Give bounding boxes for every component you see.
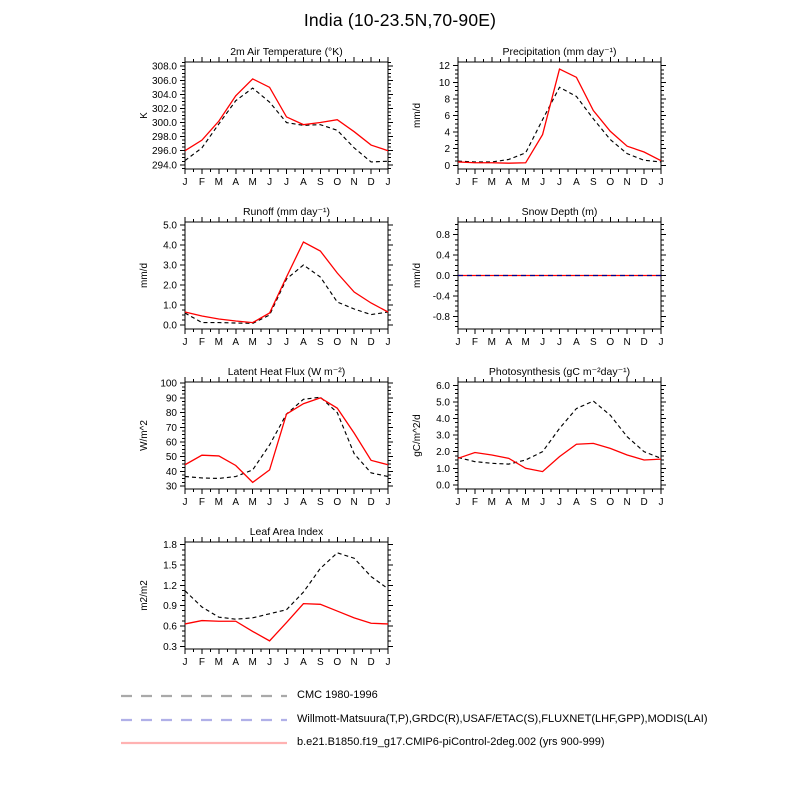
panel-chart-svg	[125, 44, 417, 202]
panel-title: Photosynthesis (gC m⁻²day⁻¹)	[488, 366, 631, 378]
svg-text:S: S	[316, 657, 324, 668]
axis-text	[412, 366, 630, 457]
svg-text:70: 70	[165, 422, 177, 434]
svg-text:J: J	[284, 497, 289, 508]
svg-text:0.3: 0.3	[163, 641, 177, 653]
legend-line-swatch	[120, 693, 288, 699]
svg-text:1.2: 1.2	[163, 580, 177, 592]
svg-text:J: J	[385, 657, 391, 668]
data-series	[458, 401, 661, 472]
svg-text:O: O	[333, 657, 342, 668]
svg-text:0.8: 0.8	[436, 230, 450, 242]
series-line-observed	[458, 87, 661, 162]
axes-and-ticks	[160, 377, 393, 508]
svg-text:D: D	[367, 337, 375, 348]
panel-runoff	[125, 204, 417, 362]
page-title: India (10-23.5N,70-90E)	[303, 10, 497, 30]
panel-title: Precipitation (mm day⁻¹)	[502, 46, 617, 58]
svg-text:4.0: 4.0	[436, 414, 450, 425]
svg-text:308.0: 308.0	[151, 61, 177, 73]
legend-line-swatch	[120, 717, 288, 723]
svg-text:50: 50	[165, 452, 177, 464]
svg-text:M: M	[214, 337, 224, 348]
svg-text:J: J	[182, 497, 188, 508]
svg-text:F: F	[198, 177, 205, 188]
svg-text:1.5: 1.5	[163, 560, 177, 572]
panel-photosynthesis	[398, 364, 690, 522]
svg-text:F: F	[198, 337, 205, 348]
panel-chart-svg	[125, 524, 417, 682]
svg-text:M: M	[248, 177, 257, 188]
svg-text:A: A	[232, 337, 240, 348]
svg-text:A: A	[300, 337, 307, 348]
svg-text:A: A	[505, 337, 513, 348]
svg-text:306.0: 306.0	[151, 75, 177, 87]
svg-text:A: A	[300, 497, 307, 508]
svg-text:J: J	[385, 337, 391, 348]
svg-text:J: J	[284, 177, 289, 188]
svg-text:298.0: 298.0	[151, 132, 177, 144]
svg-text:A: A	[573, 497, 580, 508]
svg-text:M: M	[248, 337, 257, 348]
svg-text:A: A	[232, 497, 240, 508]
svg-text:A: A	[300, 177, 307, 188]
svg-text:2: 2	[444, 144, 450, 156]
panel-snow-depth	[398, 204, 690, 362]
svg-text:5.0: 5.0	[163, 220, 177, 232]
svg-text:J: J	[267, 337, 273, 348]
svg-text:J: J	[385, 497, 391, 508]
svg-text:M: M	[248, 657, 257, 668]
legend-line-dashed-gray-icon	[120, 686, 288, 704]
panel-title: 2m Air Temperature (°K)	[230, 46, 343, 58]
svg-text:300.0: 300.0	[151, 118, 177, 130]
svg-text:294.0: 294.0	[151, 160, 177, 172]
svg-text:M: M	[214, 657, 224, 668]
svg-text:M: M	[487, 337, 497, 348]
panel-chart-svg	[398, 364, 690, 522]
svg-text:J: J	[267, 657, 273, 668]
series-line-model	[185, 398, 388, 483]
legend-line-dashed-blue-icon	[120, 710, 288, 728]
series-line-model	[458, 443, 661, 471]
svg-text:6: 6	[444, 111, 450, 122]
legend-label: CMC 1980-1996	[297, 689, 378, 701]
panel-chart-svg	[398, 204, 690, 362]
axes-and-ticks	[152, 57, 393, 188]
svg-text:A: A	[232, 177, 240, 188]
svg-text:S: S	[589, 177, 597, 188]
svg-text:S: S	[589, 497, 597, 508]
svg-text:O: O	[606, 337, 615, 348]
svg-text:J: J	[455, 497, 461, 508]
svg-text:M: M	[248, 497, 257, 508]
axes-and-ticks	[433, 217, 666, 348]
svg-text:M: M	[521, 337, 530, 348]
panel-leaf-area-index	[125, 524, 417, 682]
legend-label: Willmott-Matsuura(T,P),GRDC(R),USAF/ETAC(S),FLUXNET(LHF,GPP),MODIS(LAI)	[297, 713, 708, 725]
svg-text:40: 40	[165, 466, 177, 478]
svg-text:J: J	[540, 497, 546, 508]
svg-text:4.0: 4.0	[163, 240, 177, 252]
svg-text:N: N	[350, 177, 358, 188]
svg-text:302.0: 302.0	[151, 103, 177, 115]
svg-text:S: S	[316, 497, 324, 508]
panel-title: Latent Heat Flux (W m⁻²)	[227, 366, 346, 378]
svg-text:A: A	[505, 497, 513, 508]
svg-text:S: S	[589, 337, 597, 348]
data-series	[185, 397, 388, 482]
panel-latent-heat-flux	[125, 364, 417, 522]
series-line-model	[458, 69, 661, 163]
svg-text:N: N	[623, 337, 631, 348]
svg-text:J: J	[540, 337, 546, 348]
legend-label: b.e21.B1850.f19_g17.CMIP6-piControl-2deg.002 (yrs 900-999)	[297, 736, 605, 748]
svg-text:A: A	[232, 657, 240, 668]
svg-text:N: N	[350, 497, 358, 508]
svg-text:100: 100	[160, 378, 177, 390]
svg-text:6.0: 6.0	[436, 380, 450, 392]
svg-text:F: F	[198, 657, 205, 668]
y-axis-label: gC/m^2/d	[412, 414, 423, 457]
svg-text:F: F	[471, 337, 478, 348]
svg-text:D: D	[640, 497, 648, 508]
svg-text:M: M	[214, 177, 224, 188]
svg-text:J: J	[658, 177, 664, 188]
svg-text:J: J	[284, 337, 289, 348]
panel-chart-svg	[125, 204, 417, 362]
svg-text:S: S	[316, 177, 324, 188]
y-axis-label: mm/d	[412, 103, 423, 128]
svg-text:D: D	[367, 497, 375, 508]
svg-text:J: J	[455, 337, 461, 348]
y-axis-label: K	[139, 112, 150, 119]
svg-text:O: O	[606, 177, 615, 188]
axes-and-ticks	[436, 377, 666, 508]
legend-item-obs-datasets	[120, 711, 708, 727]
panel-precipitation	[398, 44, 690, 202]
svg-text:J: J	[267, 497, 273, 508]
legend-line-solid-red-icon	[120, 733, 288, 751]
svg-text:3.0: 3.0	[163, 260, 177, 272]
svg-text:80: 80	[165, 408, 177, 420]
series-line-model	[185, 79, 388, 151]
data-series	[458, 69, 661, 163]
svg-text:J: J	[182, 177, 188, 188]
svg-text:2.0: 2.0	[163, 280, 177, 292]
svg-text:J: J	[267, 177, 273, 188]
panel-chart-svg	[125, 364, 417, 522]
svg-text:O: O	[333, 177, 342, 188]
svg-text:F: F	[198, 497, 205, 508]
svg-text:1.0: 1.0	[436, 463, 450, 475]
svg-text:90: 90	[165, 393, 177, 405]
svg-text:N: N	[623, 177, 631, 188]
svg-text:A: A	[300, 657, 307, 668]
svg-text:F: F	[471, 177, 478, 188]
svg-text:8: 8	[444, 94, 450, 106]
svg-text:J: J	[540, 177, 546, 188]
svg-text:J: J	[284, 657, 289, 668]
svg-text:-0.8: -0.8	[432, 311, 450, 323]
legend-item-model-run	[120, 734, 605, 750]
svg-text:60: 60	[165, 437, 177, 449]
data-series	[185, 79, 388, 162]
svg-text:0.0: 0.0	[163, 320, 177, 332]
svg-text:J: J	[658, 497, 664, 508]
panel-title: Leaf Area Index	[249, 526, 324, 538]
svg-text:0: 0	[444, 160, 450, 172]
svg-text:2.0: 2.0	[436, 447, 450, 459]
panel-title: Snow Depth (m)	[521, 206, 598, 218]
y-axis-label: W/m^2	[139, 420, 150, 451]
svg-text:4: 4	[444, 127, 450, 139]
data-series	[185, 553, 388, 641]
svg-text:3.0: 3.0	[436, 430, 450, 442]
svg-text:0.6: 0.6	[163, 621, 177, 633]
svg-text:A: A	[573, 337, 580, 348]
svg-text:S: S	[316, 337, 324, 348]
svg-text:30: 30	[165, 481, 177, 493]
svg-text:10: 10	[438, 77, 450, 89]
svg-text:N: N	[350, 337, 358, 348]
svg-text:M: M	[487, 497, 497, 508]
svg-text:M: M	[521, 497, 530, 508]
svg-text:1.8: 1.8	[163, 540, 177, 552]
y-axis-label: mm/d	[412, 263, 423, 288]
svg-text:0.0: 0.0	[436, 271, 450, 282]
panel-title: Runoff (mm day⁻¹)	[242, 206, 331, 218]
svg-text:0.0: 0.0	[436, 480, 450, 492]
svg-text:O: O	[333, 497, 342, 508]
svg-text:304.0: 304.0	[151, 89, 177, 101]
series-line-model	[185, 242, 388, 323]
svg-text:M: M	[487, 177, 497, 188]
svg-text:J: J	[658, 337, 664, 348]
svg-text:J: J	[455, 177, 461, 188]
svg-text:O: O	[606, 497, 615, 508]
panel-chart-svg	[398, 44, 690, 202]
panel-2m-air-temperature	[125, 44, 417, 202]
svg-text:12: 12	[438, 61, 450, 73]
svg-text:M: M	[521, 177, 530, 188]
axes-and-ticks	[439, 57, 666, 188]
svg-text:N: N	[350, 657, 358, 668]
svg-text:J: J	[182, 337, 188, 348]
svg-text:0.9: 0.9	[163, 601, 177, 613]
svg-text:J: J	[557, 337, 562, 348]
series-line-observed	[185, 553, 388, 619]
svg-text:M: M	[214, 497, 224, 508]
svg-text:A: A	[573, 177, 580, 188]
svg-text:0.4: 0.4	[436, 250, 450, 262]
svg-text:J: J	[557, 177, 562, 188]
y-axis-label: mm/d	[139, 263, 150, 288]
svg-text:D: D	[640, 337, 648, 348]
svg-text:-0.4: -0.4	[432, 291, 450, 303]
svg-text:5.0: 5.0	[436, 397, 450, 409]
svg-text:O: O	[333, 337, 342, 348]
svg-text:D: D	[367, 657, 375, 668]
y-axis-label: m2/m2	[139, 580, 150, 611]
svg-text:D: D	[367, 177, 375, 188]
svg-text:J: J	[385, 177, 391, 188]
legend-line-swatch	[120, 740, 288, 746]
axes-and-ticks	[163, 217, 393, 348]
legend-item-cmc	[120, 687, 378, 703]
svg-text:J: J	[557, 497, 562, 508]
svg-text:N: N	[623, 497, 631, 508]
svg-text:1.0: 1.0	[163, 300, 177, 312]
svg-text:F: F	[471, 497, 478, 508]
svg-text:A: A	[505, 177, 513, 188]
svg-text:J: J	[182, 657, 188, 668]
svg-text:D: D	[640, 177, 648, 188]
data-series	[185, 242, 388, 323]
svg-text:296.0: 296.0	[151, 146, 177, 158]
